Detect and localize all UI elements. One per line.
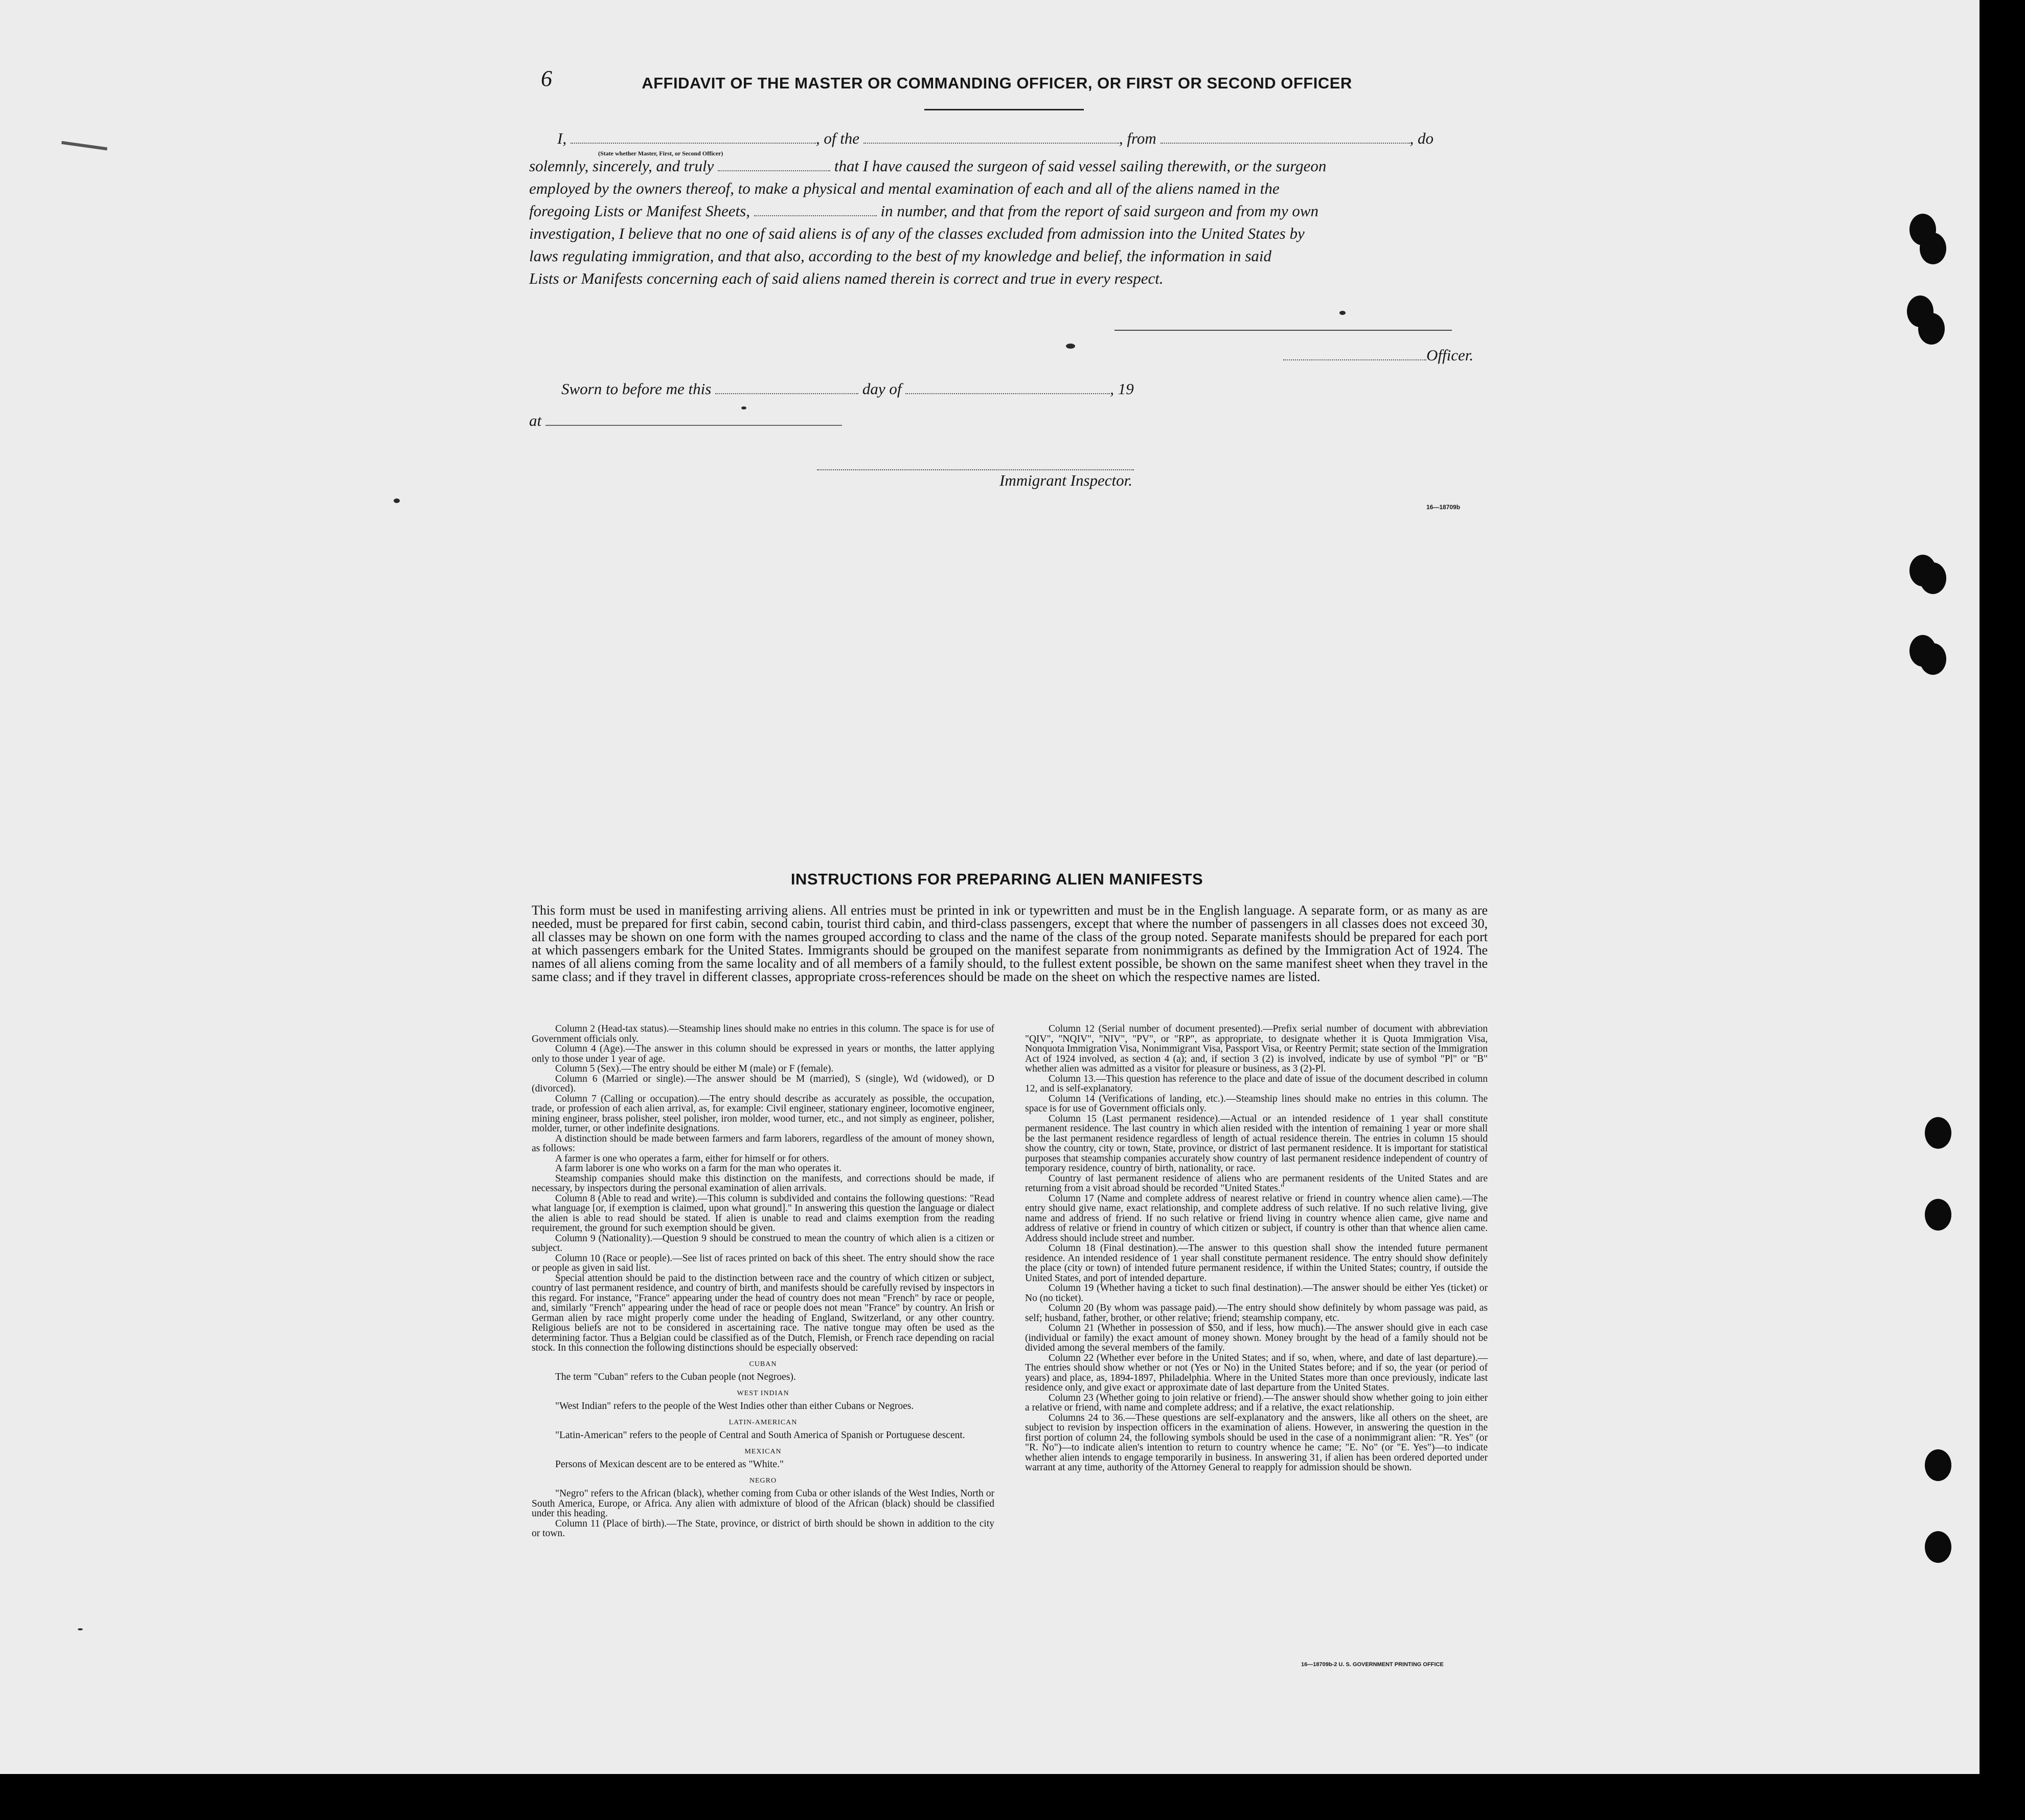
col4-text: Column 4 (Age).—The answer in this column should be expressed in years or months, the latter applying only to those under 1 year of age. — [532, 1043, 994, 1064]
west-indian-text: "West Indian" refers to the people of the West Indies other than either Cubans or Negroes. — [555, 1401, 914, 1412]
title-rule — [924, 109, 1084, 110]
ink-speck — [741, 406, 746, 410]
mexican-heading: MEXICAN — [744, 1447, 782, 1455]
signature-line — [1114, 330, 1452, 331]
ink-speck — [78, 1628, 83, 1630]
foregoing-text: foregoing Lists or Manifest Sheets, — [529, 202, 750, 220]
cuban-text: The term "Cuban" refers to the Cuban people (not Negroes). — [555, 1372, 796, 1382]
affidavit-line-5: investigation, I believe that no one of said aliens is of any of the classes excluded from admission into the United States by — [529, 224, 1305, 242]
place-blank — [545, 425, 842, 426]
col12-text: Column 12 (Serial number of document presented).—Prefix serial number of document with abbreviation "QIV", "NQIV", "NIV", "PV", or "RP", as appropriate, to designate whether it is Quota Immigration Visa, Nonquota Immigration Visa, Nonimmigrant Visa, Passport Visa, or Reentry Permit; state section of the Immigration Act of 1924 involved, as section 4 (a); and, if section 3 (2) is involved, indicate by use of symbol "Pl" or "B" whether alien was admitted as a visitor for pleasure or business, as 3 (2)-Pl. — [1025, 1023, 1488, 1074]
binder-hole — [1918, 313, 1945, 345]
col2-text: Column 2 (Head-tax status).—Steamship lines should make no entries in this column. The space is for use of Government officials only. — [532, 1023, 994, 1044]
scan-border-bottom — [0, 1774, 1980, 1820]
west-indian-heading: WEST INDIAN — [737, 1389, 789, 1397]
col15-text: Column 15 (Last permanent residence).—Actual or an intended residence of 1 year shall constitute permanent residence. The last country in which alien resided with the intention of remaining 1 year or more shall be the last permanent residence regardless of length of actual residence therein. The entries in column 15 should show the country, city or town, State, province, or district of last permanent residence. It is important for statistical purposes that steamship companies accurately show country of last permanent residence independent of country of temporary residence, country of birth, nationality, or race. — [1025, 1113, 1488, 1174]
month-blank — [905, 393, 1110, 394]
scan-border-right — [1980, 0, 2025, 1820]
instructions-footer: 16—18709b-2 U. S. GOVERNMENT PRINTING OFFICE — [1301, 1662, 1444, 1668]
position-hint: (State whether Master, First, or Second Officer) — [598, 150, 723, 157]
col6-text: Column 6 (Married or single).—The answer should be M (married), S (single), Wd (widowed), or D (divorced). — [532, 1073, 994, 1094]
officer-rank-blank — [571, 143, 816, 144]
col11-text: Column 11 (Place of birth).—The State, province, or district of birth should be shown in addition to the city or town. — [532, 1518, 994, 1539]
at-label: at — [529, 412, 542, 429]
distinction-text: A distinction should be made between farmers and farm laborers, regardless of the amount of money shown, as follows: — [532, 1133, 994, 1154]
binder-hole — [1925, 1199, 1951, 1231]
sworn-at-row — [529, 409, 842, 433]
col10-text: Column 10 (Race or people).—See list of races printed on back of this sheet. The entry should show the race or people as given in said list. — [532, 1253, 994, 1273]
instructions-left-column — [532, 1024, 994, 1539]
col5-text: Column 5 (Sex).—The entry should be either M (male) or F (female). — [555, 1063, 834, 1074]
sworn-text: Sworn to before me this — [561, 380, 712, 398]
mexican-text: Persons of Mexican descent are to be entered as "White." — [555, 1459, 784, 1470]
binder-hole — [1920, 233, 1946, 264]
col13-text: Column 13.—This question has reference to the place and date of issue of the document described in column 12, and is self-explanatory. — [1025, 1073, 1488, 1094]
do-label: , do — [1409, 129, 1434, 147]
latin-american-heading: LATIN-AMERICAN — [729, 1418, 798, 1426]
of-the-label: , of the — [815, 129, 860, 147]
col20-text: Column 20 (By whom was passage paid).—The entry should show definitely by whom passage was paid, as self; husband, father, brother, or other relative; friend; steamship company, etc. — [1025, 1303, 1488, 1324]
col7-text: Column 7 (Calling or occupation).—The entry should describe as accurately as possible, the occupation, trade, or profession of each alien arrival, as, for example: Civil engineer, stationary engineer, locomotive engineer, mining engineer, brass polisher, steel polisher, iron molder, wood turner, etc., and not simply as engineer, polisher, molder, turner, or other indefinite designations. — [532, 1093, 994, 1134]
officer-label: Officer. — [1426, 346, 1474, 364]
latin-american-text: "Latin-American" refers to the people of Central and South America of Spanish or Portuguese descent. — [555, 1430, 965, 1441]
affidavit-line-1 — [557, 127, 1434, 150]
ink-speck — [394, 498, 400, 503]
col17-text: Column 17 (Name and complete address of nearest relative or friend in country whence alien came).—The entry should give name, exact relationship, and complete address of such relative. If no such relative living, give name and address of friend. If no such relative or friend living in country whence alien came, give name and address of relative or friend in country of which citizen or subject, if country is other than that whence alien came. Address should include street and number. — [1025, 1193, 1488, 1244]
binder-hole — [1925, 1531, 1951, 1563]
affidavit-line-4 — [529, 199, 1318, 223]
pronoun-i: I, — [557, 129, 567, 147]
col18-text: Column 18 (Final destination).—The answer to this question shall show the intended future permanent residence. An intended residence of 1 year shall constitute permanent residence. The entry should show definitely the place (city or town) of intended future permanent residence, if within the United States; country, if outside the United States, and port of intended departure. — [1025, 1243, 1488, 1284]
report-text: in number, and that from the report of said surgeon and from my own — [880, 202, 1319, 220]
negro-heading: NEGRO — [749, 1476, 777, 1485]
binder-hole — [1920, 643, 1946, 675]
inspector-label: Immigrant Inspector. — [999, 471, 1133, 489]
affidavit-line-6: laws regulating immigration, and that also, according to the best of my knowledge and belief, the information in said — [529, 247, 1272, 265]
oath-blank — [718, 170, 830, 171]
instructions-intro: This form must be used in manifesting arriving aliens. All entries must be printed in ink or typewritten and must be in the English language. A separate form, or as many as are needed, must be prepared for first cabin, second cabin, tourist third cabin, and third-class passengers, except that where the number of passengers in all classes does not exceed 30, all classes may be shown on one form with the names grouped according to class and the name of the class of the group noted. Separate manifests should be prepared for each port at which passengers embark for the United States. Immigrants should be grouped on the manifest separate from nonimmigrants as defined by the Immigration Act of 1924. The names of all aliens coming from the same locality and of all members of a family should, to the fullest extent possible, be shown on the same manifest sheet when they travel in the same class; and if they travel in different classes, appropriate cross-references should be made on the sheet on which the respective names are listed. — [532, 903, 1488, 984]
col21-text: Column 21 (Whether in possession of $50, and if less, how much).—The answer should give in each case (individual or family) the exact amount of money shown. Money brought by the head of a family should not be divided among the several members of the family. — [1025, 1323, 1488, 1353]
affidavit-line-2 — [529, 154, 1326, 178]
instructions-right-column — [1025, 1024, 1488, 1473]
instructions-title: INSTRUCTIONS FOR PREPARING ALIEN MANIFESTS — [790, 870, 1203, 888]
officer-blank — [1283, 359, 1426, 360]
affidavit-line-7: Lists or Manifests concerning each of said aliens named therein is correct and true in every respect. — [529, 269, 1164, 287]
affidavit-title: AFFIDAVIT OF THE MASTER OR COMMANDING OFFICER, OR FIRST OR SECOND OFFICER — [642, 74, 1352, 92]
corner-mark: 6 — [541, 66, 552, 91]
from-label: , from — [1119, 129, 1156, 147]
binder-hole — [1925, 1449, 1951, 1481]
surgeon-text: that I have caused the surgeon of said vessel sailing therewith, or the surgeon — [834, 157, 1327, 175]
cuban-heading: CUBAN — [749, 1360, 777, 1368]
farmer-text: A farmer is one who operates a farm, either for himself or for others. — [555, 1153, 829, 1164]
col14-text: Column 14 (Verifications of landing, etc.).—Steamship lines should make no entries in this column. The space is for use of Government officials only. — [1025, 1093, 1488, 1114]
special-text: Special attention should be paid to the distinction between race and the country of which citizen or subject, country of last permanent residence, and country of birth, and manifests should be carefully revised by inspectors in this regard. For instance, "France" appearing under the head of country does not mean "French" by race or people, and, similarly "French" appearing under the head of race or people does not mean "France" by country. An Irish or German alien by race might properly come under the heading of England, Switzerland, or any other country. Religious beliefs are not to be considered in ascertaining race. The native tongue may often be used as the determining factor. Thus a Belgian could be classified as of the Dutch, Flemish, or French race depending on racial stock. In this connection the following distinctions should be especially observed: — [532, 1272, 994, 1353]
negro-text: "Negro" refers to the African (black), whether coming from Cuba or other islands of the West Indies, North or South America, Europe, or Africa. Any alien with admixture of blood of the African (black) should be classified under this heading. — [532, 1488, 994, 1519]
vessel-blank — [863, 143, 1119, 144]
solemnly-text: solemnly, sincerely, and truly — [529, 157, 714, 175]
sworn-row — [561, 377, 1134, 401]
col22-text: Column 22 (Whether ever before in the United States; and if so, when, where, and date of last departure).—The entries should show whether or not (Yes or No) in the United States before; and if so, the year (or period of years) and place, as, 1894-1897, Philadelphia. Where in the United States more than once previously, indicate last residence only, and give exact or approximate date of last departure from the United States. — [1025, 1352, 1488, 1393]
col19-text: Column 19 (Whether having a ticket to such final destination).—The answer should be either Yes (ticket) or No (no ticket). — [1025, 1283, 1488, 1304]
binder-hole — [1925, 1117, 1951, 1149]
col23-text: Column 23 (Whether going to join relative or friend).—The answer should show whether going to join either a relative or friend, with name and complete address; and if a relative, the exact relationship. — [1025, 1392, 1488, 1413]
col8-text: Column 8 (Able to read and write).—This column is subdivided and contains the following questions: "Read what language [or, if exemption is claimed, upon what ground]." In answering this question the language or dialect the alien is able to read should be stated. If alien is unable to read and claims exemption from the reading requirement, the ground for such exemption should be given. — [532, 1193, 994, 1234]
ink-speck — [1066, 344, 1075, 349]
year-label: , 19 — [1110, 380, 1134, 398]
steamship-text: Steamship companies should make this distinction on the manifests, and corrections should be made, if necessary, by inspectors during the personal examination of alien arrivals. — [532, 1173, 994, 1194]
ink-dash-mark — [61, 141, 107, 150]
binder-hole — [1920, 562, 1946, 594]
sworn-day-blank — [715, 393, 858, 394]
affidavit-line-3: employed by the owners thereof, to make a physical and mental examination of each and all of the aliens named in the — [529, 179, 1280, 197]
col9-text: Column 9 (Nationality).—Question 9 should be construed to mean the country of which alien is a citizen or subject. — [532, 1233, 994, 1254]
sheet-count-blank — [754, 215, 877, 216]
farm-laborer-text: A farm laborer is one who works on a farm for the man who operates it. — [555, 1163, 841, 1174]
ink-speck — [1339, 311, 1346, 315]
col24-36-text: Columns 24 to 36.—These questions are self-explanatory and the answers, like all others on the sheet, are subject to revision by inspection officers in the examination of aliens. However, in answering the question in the first portion of column 24, the following symbols should be used in the case of a nonimmigrant alien: "R. Yes" (or "R. No")—to indicate alien's intention to return to country whence he came; "E. No" (or "E. Yes")—to indicate whether alien intends to engage temporarily in business. In answering 31, if alien has been ordered deported under warrant at any time, authority of the Attorney General to reapply for admission should be shown. — [1025, 1412, 1488, 1473]
affidavit-form-number: 16—18709b — [1426, 504, 1461, 511]
col15b-text: Country of last permanent residence of aliens who are permanent residents of the United States and are returning from a visit abroad should be recorded "United States." — [1025, 1173, 1488, 1194]
day-of-label: day of — [862, 380, 902, 398]
port-blank — [1161, 143, 1410, 144]
officer-signature-row — [1283, 344, 1473, 367]
